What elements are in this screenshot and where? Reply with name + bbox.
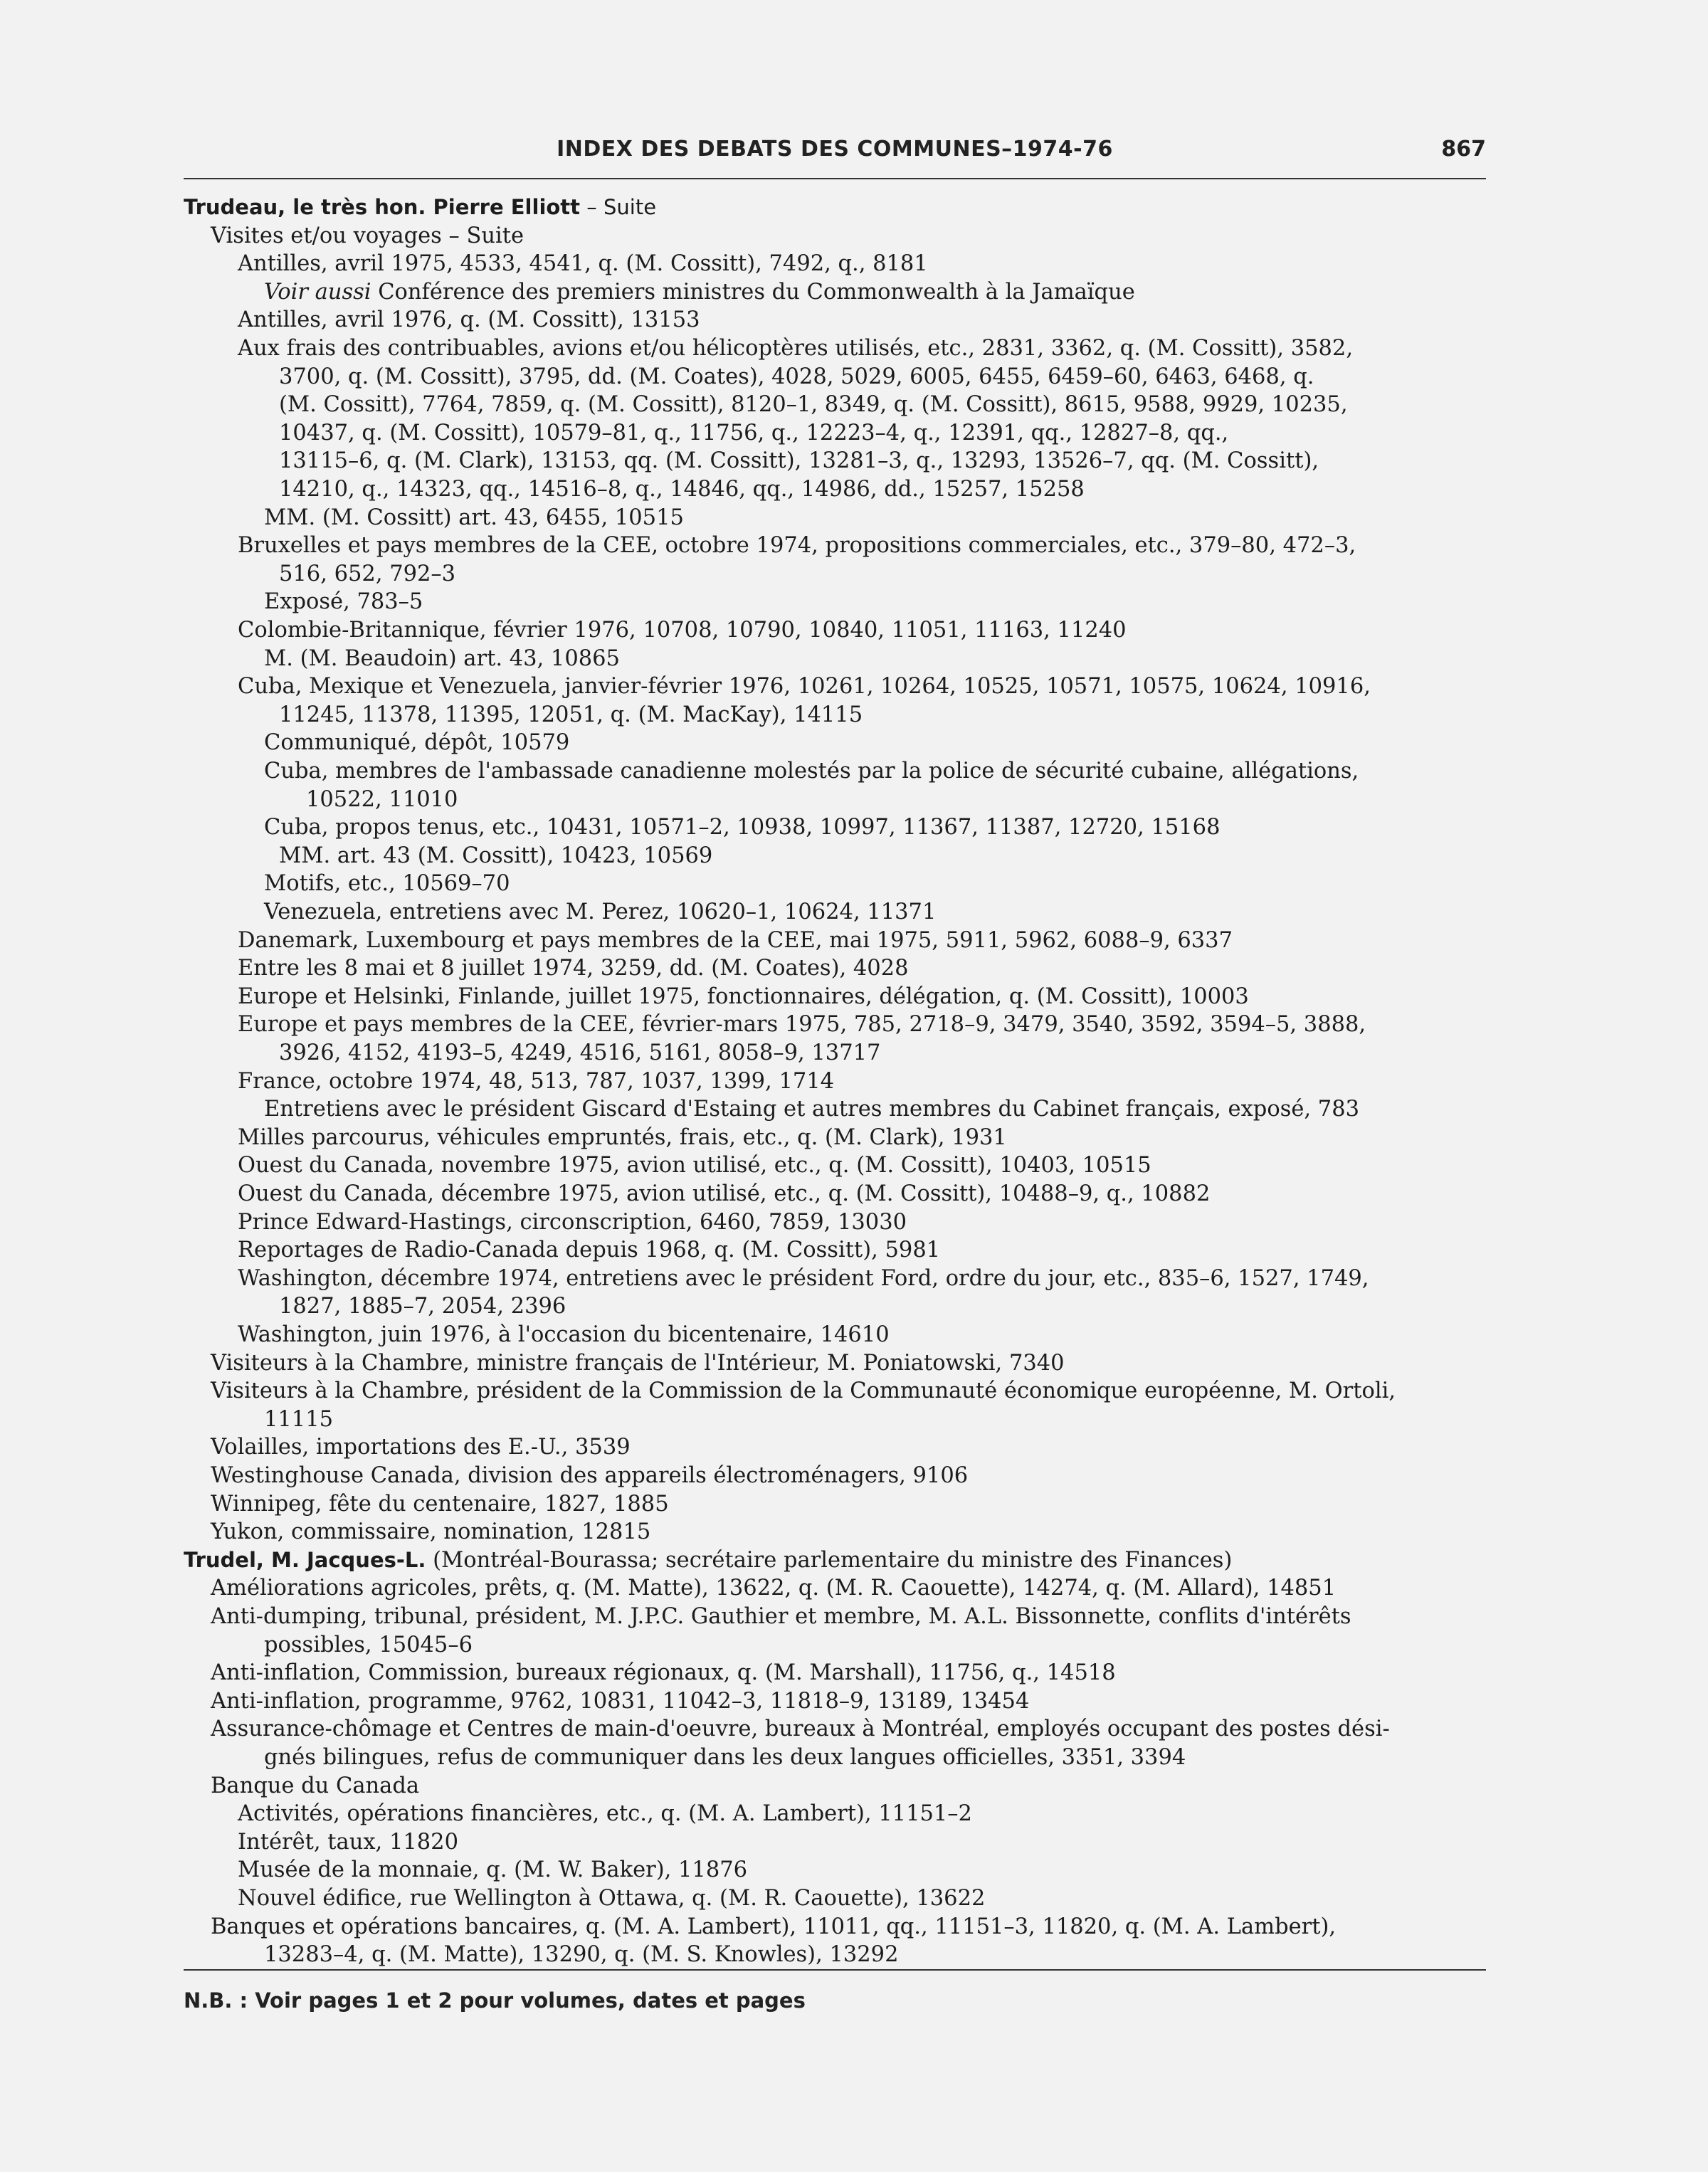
entry-text: Aux frais des contribuables, avions et/ou hélicoptères utilisés, etc., 2831, 3362, q. (M. Cossitt), 3582, xyxy=(238,336,1354,361)
entry-text: Communiqué, dépôt, 10579 xyxy=(264,730,570,756)
index-entry xyxy=(279,1292,566,1321)
entry-text: Europe et Helsinki, Finlande, juillet 1975, fonctionnaires, délégation, q. (M. Cossitt), 10003 xyxy=(238,984,1249,1009)
index-entry xyxy=(238,1265,1369,1293)
index-entry xyxy=(238,673,1371,701)
index-entry xyxy=(279,560,455,589)
page-number: 867 xyxy=(1441,137,1486,162)
index-entry xyxy=(279,447,1319,475)
index-entry xyxy=(279,701,863,729)
index-entry xyxy=(238,1124,1007,1152)
entry-text: Winnipeg, fête du centenaire, 1827, 1885 xyxy=(211,1491,669,1517)
entry-text: 10522, 11010 xyxy=(306,786,458,812)
entry-text: (Montréal-Bourassa; secrétaire parlementaire du ministre des Finances) xyxy=(426,1547,1233,1573)
entry-text: Ouest du Canada, décembre 1975, avion utilisé, etc., q. (M. Cossitt), 10488–9, q., 10882 xyxy=(238,1181,1211,1206)
entry-text: Volailles, importations des E.-U., 3539 xyxy=(211,1435,631,1460)
index-entry xyxy=(238,1884,985,1913)
entry-text: Cuba, propos tenus, etc., 10431, 10571–2, 10938, 10997, 11367, 11387, 12720, 15168 xyxy=(264,815,1221,840)
entry-text: Ouest du Canada, novembre 1975, avion utilisé, etc., q. (M. Cossitt), 10403, 10515 xyxy=(238,1153,1151,1179)
entry-text: Washington, décembre 1974, entretiens avec le président Ford, ordre du jour, etc., 835–6, 1527, 1749, xyxy=(238,1265,1369,1291)
entry-text: possibles, 15045–6 xyxy=(264,1632,473,1657)
index-entry xyxy=(238,532,1356,560)
entry-text: Cuba, Mexique et Venezuela, janvier-février 1976, 10261, 10264, 10525, 10571, 10575, 10624, 10916, xyxy=(238,674,1371,700)
page-title: INDEX DES DEBATS DES COMMUNES–1974-76 xyxy=(557,137,1113,162)
index-entry xyxy=(238,1321,890,1349)
entry-text: Anti-inflation, programme, 9762, 10831, 11042–3, 11818–9, 13189, 13454 xyxy=(211,1688,1030,1714)
entry-text: 10437, q. (M. Cossitt), 10579–81, q., 11756, q., 12223–4, q., 12391, qq., 12827–8, qq., xyxy=(279,420,1229,446)
index-entry xyxy=(211,1377,1396,1406)
entry-text: Colombie-Britannique, février 1976, 10708, 10790, 10840, 11051, 11163, 11240 xyxy=(238,618,1127,643)
index-entry xyxy=(238,1067,834,1096)
index-entry xyxy=(238,1208,907,1237)
index-entry xyxy=(264,898,936,927)
index-entry xyxy=(211,1772,419,1801)
entry-text: Conférence des premiers ministres du Commonwealth à la Jamaïque xyxy=(371,279,1135,305)
entry-text: 3926, 4152, 4193–5, 4249, 4516, 5161, 8058–9, 13717 xyxy=(279,1040,881,1065)
entry-text: 13283–4, q. (M. Matte), 13290, q. (M. S. Knowles), 13292 xyxy=(264,1942,899,1968)
entry-text: Entre les 8 mai et 8 juillet 1974, 3259, dd. (M. Coates), 4028 xyxy=(238,956,909,981)
index-entry xyxy=(264,645,620,673)
index-entry xyxy=(238,1011,1366,1039)
page-header xyxy=(184,135,1486,179)
index-entry xyxy=(238,1180,1210,1208)
entry-text: Reportages de Radio-Canada depuis 1968, q. (M. Cossitt), 5981 xyxy=(238,1238,941,1263)
entry-text: Anti-inflation, Commission, bureaux régionaux, q. (M. Marshall), 11756, q., 14518 xyxy=(211,1660,1116,1686)
index-entry xyxy=(238,250,928,278)
index-entry xyxy=(211,1687,1029,1716)
entry-text: 3700, q. (M. Cossitt), 3795, dd. (M. Coates), 4028, 5029, 6005, 6455, 6459–60, 6463, 6468, q. xyxy=(279,364,1314,389)
entry-text: Milles parcourus, véhicules empruntés, frais, etc., q. (M. Clark), 1931 xyxy=(238,1124,1007,1150)
index-entry xyxy=(211,1490,669,1519)
entry-text: Améliorations agricoles, prêts, q. (M. Matte), 13622, q. (M. R. Caouette), 14274, q. (M. Allard), 14851 xyxy=(211,1576,1337,1601)
index-entry xyxy=(279,391,1348,419)
entry-text: 11115 xyxy=(264,1406,334,1432)
index-entry xyxy=(264,504,684,532)
index-entry xyxy=(264,870,510,898)
entry-text: Motifs, etc., 10569–70 xyxy=(264,871,510,897)
index-entry xyxy=(238,983,1249,1011)
index-entry xyxy=(238,1236,940,1265)
entry-text: Activités, opérations financières, etc., q. (M. A. Lambert), 11151–2 xyxy=(238,1801,972,1827)
index-entry xyxy=(238,616,1127,645)
index-entry xyxy=(264,1744,1186,1772)
index-entry xyxy=(264,1095,1359,1124)
index-entry xyxy=(264,278,1135,307)
heading-name: Trudel, M. Jacques-L. xyxy=(184,1547,426,1572)
entry-text: Entretiens avec le président Giscard d'Estaing et autres membres du Cabinet français, exposé, 783 xyxy=(264,1097,1359,1122)
entry-text: Bruxelles et pays membres de la CEE, octobre 1974, propositions commerciales, etc., 379–80, 472–3, xyxy=(238,533,1356,559)
index-entry xyxy=(211,1913,1336,1941)
index-entry xyxy=(306,786,458,814)
entry-text: 13115–6, q. (M. Clark), 13153, qq. (M. Cossitt), 13281–3, q., 13293, 13526–7, qq. (M. Cossitt), xyxy=(279,448,1319,474)
index-entry xyxy=(264,1631,473,1660)
index-entry xyxy=(211,222,524,251)
index-entry xyxy=(264,1406,333,1434)
entry-text: Cuba, membres de l'ambassade canadienne molestés par la police de sécurité cubaine, allégations, xyxy=(264,759,1359,784)
index-entry xyxy=(238,306,700,334)
entry-text: Yukon, commissaire, nomination, 12815 xyxy=(211,1519,651,1545)
entry-text: Westinghouse Canada, division des appareils électroménagers, 9106 xyxy=(211,1463,969,1488)
index-entry xyxy=(238,954,909,983)
entry-text: (M. Cossitt), 7764, 7859, q. (M. Cossitt), 8120–1, 8349, q. (M. Cossitt), 8615, 9588, 9929, 10235, xyxy=(279,392,1348,418)
entry-text: M. (M. Beaudoin) art. 43, 10865 xyxy=(264,645,620,671)
index-entry xyxy=(279,1039,880,1067)
index-entry xyxy=(211,1433,631,1462)
entry-text: Antilles, avril 1976, q. (M. Cossitt), 13153 xyxy=(238,307,700,333)
index-entry xyxy=(264,1941,899,1969)
entry-text: 11245, 11378, 11395, 12051, q. (M. MacKay), 14115 xyxy=(279,702,863,727)
index-entry xyxy=(264,729,569,757)
index-entry xyxy=(238,1800,972,1828)
heading-name: Trudeau, le très hon. Pierre Elliott xyxy=(184,195,581,219)
index-entry xyxy=(264,588,423,616)
entry-text: Banques et opérations bancaires, q. (M. A. Lambert), 11011, qq., 11151–3, 11820, q. (M. A. Lambert), xyxy=(211,1914,1337,1939)
entry-text: Intérêt, taux, 11820 xyxy=(238,1829,458,1855)
index-entry xyxy=(279,419,1228,448)
entry-text: Europe et pays membres de la CEE, février-mars 1975, 785, 2718–9, 3479, 3540, 3592, 3594–5, 3888, xyxy=(238,1012,1366,1038)
index-entry xyxy=(238,1151,1151,1180)
entry-text: Danemark, Luxembourg et pays membres de la CEE, mai 1975, 5911, 5962, 6088–9, 6337 xyxy=(238,927,1233,953)
entry-text: Banque du Canada xyxy=(211,1773,420,1798)
entry-text: Exposé, 783–5 xyxy=(264,589,423,615)
index-entry xyxy=(279,363,1314,391)
entry-text: – Suite xyxy=(580,195,657,219)
entry-text: MM. art. 43 (M. Cossitt), 10423, 10569 xyxy=(279,843,713,868)
entry-text: 516, 652, 792–3 xyxy=(279,561,456,586)
footer-note: N.B. : Voir pages 1 et 2 pour volumes, dates et pages xyxy=(184,1988,806,2013)
index-entry xyxy=(211,1603,1351,1631)
entry-text: 14210, q., 14323, qq., 14516–8, q., 14846, qq., 14986, dd., 15257, 15258 xyxy=(279,477,1085,502)
footer-divider xyxy=(184,1969,1486,1971)
entry-text: Prince Edward-Hastings, circonscription, 6460, 7859, 13030 xyxy=(238,1209,907,1235)
index-entry xyxy=(211,1462,968,1490)
index-entry xyxy=(238,1856,747,1884)
index-entry xyxy=(238,927,1233,955)
entry-text: 1827, 1885–7, 2054, 2396 xyxy=(279,1294,566,1319)
index-heading xyxy=(184,194,656,222)
index-entry xyxy=(211,1349,1065,1378)
index-entry xyxy=(264,757,1359,786)
index-entry xyxy=(211,1715,1390,1744)
entry-text: Anti-dumping, tribunal, président, M. J.P.C. Gauthier et membre, M. A.L. Bissonnette, conflits d'intérêts xyxy=(211,1604,1351,1629)
index-entry xyxy=(211,1574,1336,1603)
index-entry xyxy=(264,813,1220,842)
index-entry xyxy=(211,1659,1116,1687)
entry-text: Visites et/ou voyages – Suite xyxy=(211,223,524,248)
entry-text: France, octobre 1974, 48, 513, 787, 1037, 1399, 1714 xyxy=(238,1068,835,1094)
entry-text: Washington, juin 1976, à l'occasion du bicentenaire, 14610 xyxy=(238,1322,890,1347)
index-heading xyxy=(184,1546,1232,1575)
entry-text: Visiteurs à la Chambre, président de la Commission de la Communauté économique européenne, M. Ortoli, xyxy=(211,1378,1396,1404)
entry-text: Antilles, avril 1975, 4533, 4541, q. (M. Cossitt), 7492, q., 8181 xyxy=(238,251,928,277)
entry-text: Musée de la monnaie, q. (M. W. Baker), 11876 xyxy=(238,1857,748,1883)
entry-text: Assurance-chômage et Centres de main-d'oeuvre, bureaux à Montréal, employés occupant des postes dési- xyxy=(211,1717,1390,1742)
entry-text: Nouvel édifice, rue Wellington à Ottawa, q. (M. R. Caouette), 13622 xyxy=(238,1886,986,1911)
index-entry xyxy=(211,1518,650,1546)
entry-text: Visiteurs à la Chambre, ministre français de l'Intérieur, M. Poniatowski, 7340 xyxy=(211,1350,1065,1376)
entry-text: gnés bilingues, refus de communiquer dans les deux langues officielles, 3351, 3394 xyxy=(264,1745,1186,1770)
entry-text: Venezuela, entretiens avec M. Perez, 10620–1, 10624, 11371 xyxy=(264,900,937,924)
index-entry xyxy=(279,475,1085,504)
entry-text: MM. (M. Cossitt) art. 43, 6455, 10515 xyxy=(264,505,684,530)
cross-reference-label: Voir aussi xyxy=(264,279,371,305)
index-entry xyxy=(238,1828,458,1857)
index-entry xyxy=(238,334,1353,363)
index-entry xyxy=(279,842,712,870)
